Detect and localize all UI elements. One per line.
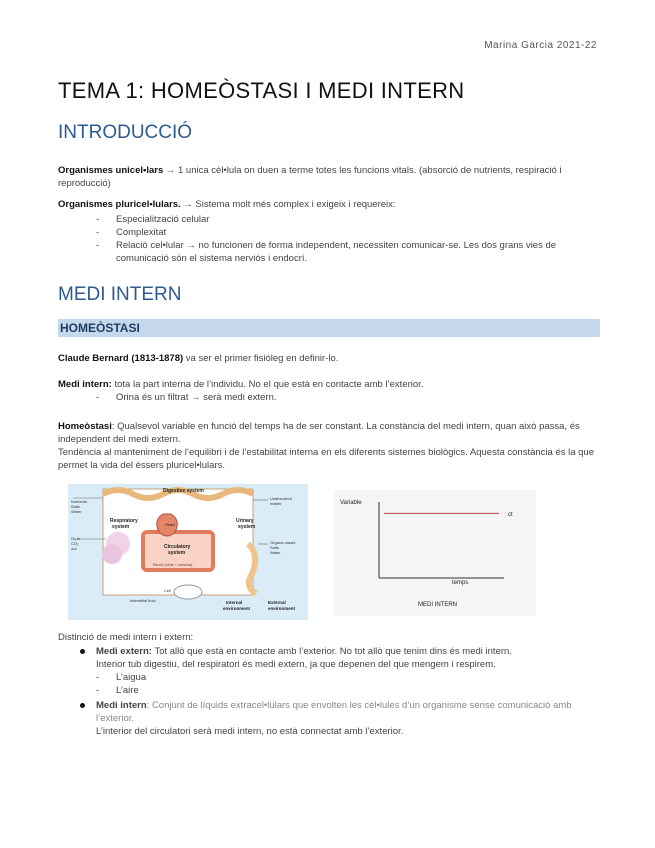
label-respiratory: Respiratory [110, 518, 138, 524]
list-distincio [80, 645, 600, 738]
text-homeostasi: : Qualsevol variable en funció del temps ha de ser constant. La constància del medi intern, quan això passa, és independent del medi extern. [58, 421, 580, 445]
label-out: out [71, 546, 77, 551]
paragraph-medi-intern [58, 378, 600, 391]
term-homeostasi: Homeòstasi [58, 421, 112, 432]
organ-systems-svg [68, 484, 308, 620]
paragraph-unicel [58, 164, 600, 190]
label-cell: Cell [164, 588, 171, 593]
label-organic: Organic waste [270, 540, 296, 545]
paragraph-pluri [58, 198, 600, 211]
label-external-env: environment [268, 606, 296, 611]
label-digestive: Digestive system [163, 488, 204, 494]
label-circulatory: Circulatory [164, 544, 191, 550]
text-medi-intern-3: L’interior del circulatori serà medi intern, no està connectat amb l’exterior. [96, 726, 404, 737]
label-external: External [268, 600, 286, 605]
label-water-2: Water [270, 550, 281, 555]
label-internal: Internal [226, 600, 243, 605]
term-medi-intern: Medi intern: [58, 379, 112, 390]
section-heading-introduccio: INTRODUCCIÓ [58, 122, 193, 143]
list-pluri [96, 213, 600, 265]
chart-ylabel: Variable [340, 500, 362, 506]
chart-xlabel: temps [452, 580, 469, 586]
text-medi-extern: Tot allò que està en contacte amb l’exterior. No tot allò que tenim dins és medi intern. [154, 646, 512, 657]
label-matter: matter [270, 501, 282, 506]
paragraph-homeostasi [58, 420, 600, 472]
label-salts: Salts [71, 504, 80, 509]
paragraph-distincio: Distinció de medi intern i extern: [58, 632, 194, 643]
chart-caption: MEDI INTERN [418, 602, 457, 608]
list-item: - L’aire [96, 684, 600, 697]
term-pluri: Organismes pluricel•lulars. [58, 199, 181, 210]
list-medi-intern [96, 391, 600, 404]
text-medi-intern: tota la part interna de l’individu. No el que està en contacte amb l’exterior. [114, 379, 424, 390]
label-urinary: Urinary [236, 518, 254, 524]
text-medi-extern-2: Interior tub digestiu, del respiratori és medi extern, ja que depenen del que mengem i respirem. [96, 659, 496, 670]
list-item-medi-intern [80, 699, 600, 738]
list-item: - L’aigua [96, 671, 600, 684]
label-salts-2: Salts [270, 545, 279, 550]
list-item: - Orina és un filtrat → serà medi extern. [96, 391, 600, 404]
label-interstitial: Interstitial fluid [130, 598, 156, 603]
paragraph-bernard [58, 352, 600, 365]
label-unabsorbed: Unabsorbed [270, 496, 292, 501]
label-circ-system: system [168, 550, 186, 556]
label-blood: Blood (cells + plasma) [153, 562, 193, 567]
label-internal-env: environment [223, 606, 251, 611]
subheading-band [58, 319, 600, 337]
label-urinary-system: system [238, 524, 256, 530]
label-water: Water [71, 509, 82, 514]
label-co2: CO₂ [71, 541, 79, 546]
page-title: TEMA 1: HOMEÒSTASI I MEDI INTERN [58, 78, 465, 103]
term-bernard: Claude Bernard (1813-1878) [58, 353, 184, 364]
text-bernard: va ser el primer fisióleg en definir-lo. [185, 353, 339, 364]
subheading-homeostasi: HOMEÒSTASI [60, 321, 140, 335]
text-pluri: → Sistema molt més complex i exigeix i requereix: [183, 199, 396, 210]
label-resp-system: system [112, 524, 130, 530]
variable-time-chart [334, 490, 536, 616]
label-o2: O₂ in [71, 536, 80, 541]
chart-ct-label: ct [508, 512, 513, 518]
organ-systems-diagram [68, 484, 308, 620]
variable-time-svg [334, 490, 536, 616]
term-medi-intern-2: Medi intern [96, 700, 147, 711]
list-item: - Relació cel•lular → no funcionen de forma independent, necessiten comunicar-se. Les dos grans vies de comunicació són el sistema nerviós i endocrí. [96, 239, 600, 265]
label-heart: Heart [165, 522, 175, 527]
list-item-medi-extern [80, 645, 600, 697]
label-nutrients: Nutrients [71, 499, 88, 504]
author-header: Marina Garcia 2021-22 [484, 40, 597, 51]
term-medi-extern: Medi extern: [96, 646, 152, 657]
term-unicel: Organismes unicel•lars [58, 165, 164, 176]
list-item: - Especialització celular [96, 213, 600, 226]
list-item: - Complexitat [96, 226, 600, 239]
section-heading-medi-intern: MEDI INTERN [58, 284, 182, 305]
text-homeostasi-2: Tendència al manteniment de l’equilibri i de l’estabilitat interna en els diferents sistemes biològics. Aquesta constància és la que permet la vida del èssers pluricel•lulars. [58, 447, 595, 471]
text-unicel: → 1 unica cèl•lula on duen a terme totes les funcions vitals. (absorció de nutrients, respiració i reproducció) [58, 165, 562, 189]
text-medi-intern-2: : Conjunt de líquids extracel•lulars que envolten les cèl•lules d’un organisme sense comunicació amb l’exterior. [96, 700, 572, 724]
